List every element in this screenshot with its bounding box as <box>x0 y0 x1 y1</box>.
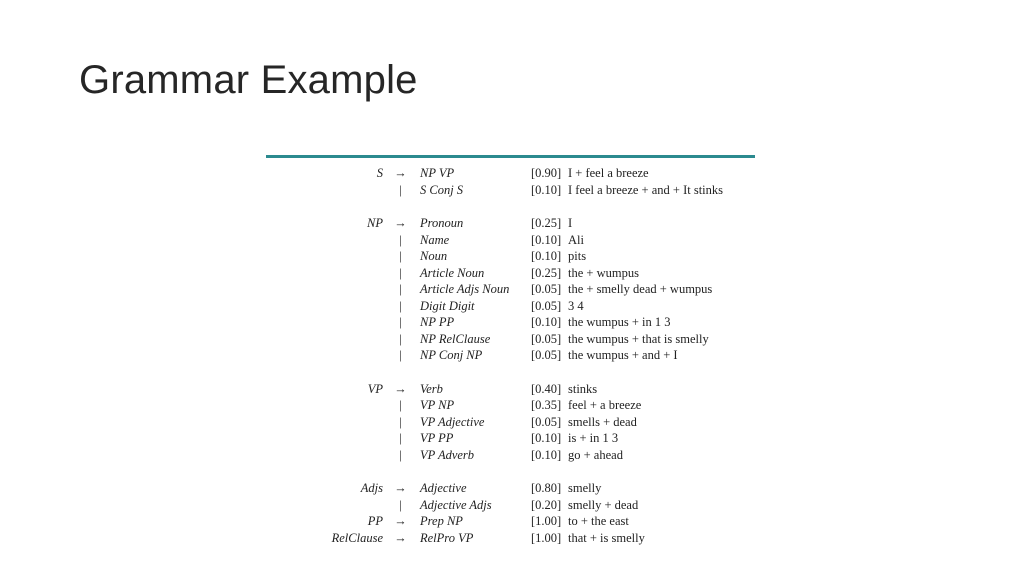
rule-rhs: VP NP <box>420 398 455 412</box>
rule-arrow: → <box>394 481 407 495</box>
rule-probability: [1.00] <box>531 514 562 528</box>
rule-rhs: Adjective <box>420 481 467 495</box>
rule-example: is + in 1 3 <box>568 431 619 445</box>
rule-example: feel + a breeze <box>568 398 642 412</box>
slide-title: Grammar Example <box>79 58 418 102</box>
grammar-rule-row <box>266 298 723 315</box>
grammar-rule-row <box>266 497 723 514</box>
group-spacer <box>266 198 723 215</box>
rule-arrow: | <box>399 315 402 329</box>
rule-lhs: RelClause <box>331 530 383 545</box>
rule-probability: [0.25] <box>531 265 562 280</box>
rule-lhs: Adjs <box>360 481 383 495</box>
grammar-rule-row <box>266 281 723 298</box>
rule-probability: [0.10] <box>531 249 562 263</box>
grammar-rule-row <box>266 331 723 348</box>
rule-lhs <box>266 331 383 348</box>
rule-lhs <box>266 281 383 298</box>
rule-example: pits <box>568 249 587 263</box>
rule-rhs: Noun <box>420 249 448 263</box>
rule-example: the wumpus + and + I <box>568 348 678 362</box>
rule-example: that + is smelly <box>568 530 645 545</box>
rule-example: the + wumpus <box>568 265 639 280</box>
rule-example: I + feel a breeze <box>568 166 649 180</box>
rule-example: go + ahead <box>568 447 623 462</box>
top-rule <box>266 155 755 158</box>
rule-probability: [0.05] <box>531 298 562 313</box>
rule-example: I feel a breeze + and + It stinks <box>568 182 724 197</box>
rule-rhs: Adjective Adjs <box>420 497 492 512</box>
grammar-rule-row <box>266 397 723 414</box>
grammar-rule-row <box>266 480 723 497</box>
group-spacer-cell <box>266 463 723 480</box>
grammar-rule-row <box>266 215 723 232</box>
rule-rhs: VP Adverb <box>420 447 475 462</box>
rule-rhs: Article Adjs Noun <box>420 282 510 296</box>
rule-arrow: | <box>399 182 402 197</box>
rule-lhs <box>266 414 383 431</box>
rule-rhs: NP VP <box>420 166 455 180</box>
rule-probability: [0.05] <box>531 348 562 362</box>
rule-arrow: | <box>399 398 402 412</box>
rule-probability: [0.10] <box>531 182 562 197</box>
rule-arrow: | <box>399 282 402 296</box>
rule-example: smelly + dead <box>568 497 639 512</box>
rule-arrow: | <box>399 249 402 263</box>
group-spacer <box>266 364 723 381</box>
rule-probability: [0.25] <box>531 216 562 230</box>
grammar-rule-row <box>266 248 723 265</box>
rule-probability: [0.35] <box>531 398 562 412</box>
rule-example: I <box>568 216 573 230</box>
rule-rhs: VP Adjective <box>420 414 485 429</box>
rule-rhs: Pronoun <box>420 216 464 230</box>
rule-example: smelly <box>568 481 602 495</box>
rule-probability: [0.10] <box>531 232 562 247</box>
rule-lhs <box>266 265 383 282</box>
rule-arrow: → <box>394 530 407 545</box>
rule-probability: [0.40] <box>531 381 562 396</box>
rule-lhs <box>266 232 383 249</box>
rule-probability: [0.80] <box>531 481 562 495</box>
grammar-rule-row <box>266 314 723 331</box>
rule-lhs: PP <box>367 514 383 528</box>
grammar-rule-row <box>266 447 723 464</box>
rule-lhs <box>266 497 383 514</box>
rule-probability: [0.05] <box>531 282 562 296</box>
rule-rhs: Verb <box>420 381 443 396</box>
rule-lhs <box>266 298 383 315</box>
grammar-rule-row <box>266 347 723 364</box>
rule-example: to + the east <box>568 514 629 528</box>
rule-probability: [1.00] <box>531 530 562 545</box>
rule-rhs: NP Conj NP <box>420 348 483 362</box>
rule-example: the + smelly dead + wumpus <box>568 282 713 296</box>
group-spacer-cell <box>266 198 723 215</box>
rule-lhs <box>266 248 383 265</box>
rule-probability: [0.10] <box>531 315 562 329</box>
grammar-rule-row <box>266 381 723 398</box>
rule-arrow: | <box>399 447 402 462</box>
rule-example: the wumpus + that is smelly <box>568 331 709 346</box>
rule-lhs <box>266 430 383 447</box>
rule-lhs <box>266 314 383 331</box>
rule-probability: [0.05] <box>531 414 562 429</box>
grammar-rules-table <box>266 165 723 546</box>
rule-arrow: | <box>399 331 402 346</box>
grammar-rule-row <box>266 530 723 547</box>
rule-rhs: Article Noun <box>420 265 485 280</box>
rule-arrow: | <box>399 265 402 280</box>
rule-probability: [0.90] <box>531 166 562 180</box>
rule-rhs: VP PP <box>420 431 454 445</box>
rule-rhs: RelPro VP <box>420 530 474 545</box>
rule-rhs: Name <box>420 232 450 247</box>
group-spacer-cell <box>266 364 723 381</box>
rule-lhs: NP <box>367 216 383 230</box>
rule-arrow: → <box>394 514 407 528</box>
rule-example: 3 4 <box>568 298 584 313</box>
grammar-rule-row <box>266 414 723 431</box>
rule-arrow: | <box>399 348 402 362</box>
rule-rhs: NP RelClause <box>420 331 491 346</box>
rule-example: smells + dead <box>568 414 637 429</box>
group-spacer <box>266 463 723 480</box>
grammar-rule-row <box>266 513 723 530</box>
grammar-rule-row <box>266 265 723 282</box>
rule-probability: [0.20] <box>531 497 562 512</box>
rule-probability: [0.10] <box>531 431 562 445</box>
rule-arrow: | <box>399 431 402 445</box>
rule-example: stinks <box>568 381 598 396</box>
rule-example: Ali <box>568 232 584 247</box>
rule-arrow: → <box>394 216 407 230</box>
rule-arrow: | <box>399 497 402 512</box>
rule-rhs: Digit Digit <box>420 298 475 313</box>
rule-arrow: | <box>399 298 402 313</box>
rule-arrow: | <box>399 414 402 429</box>
rule-lhs <box>266 182 383 199</box>
rule-lhs: S <box>376 166 383 180</box>
rule-lhs <box>266 347 383 364</box>
rule-lhs: VP <box>367 381 383 396</box>
grammar-figure <box>266 155 755 545</box>
rule-arrow: → <box>394 381 407 396</box>
rule-rhs: Prep NP <box>420 514 463 528</box>
rule-probability: [0.05] <box>531 331 562 346</box>
grammar-rule-row <box>266 430 723 447</box>
rule-example: the wumpus + in 1 3 <box>568 315 671 329</box>
grammar-rule-row <box>266 232 723 249</box>
rule-rhs: S Conj S <box>420 182 464 197</box>
rule-probability: [0.10] <box>531 447 562 462</box>
rule-lhs <box>266 447 383 464</box>
rule-rhs: NP PP <box>420 315 455 329</box>
rule-arrow: | <box>399 232 402 247</box>
rule-lhs <box>266 397 383 414</box>
rule-arrow: → <box>394 166 407 180</box>
grammar-rule-row <box>266 165 723 182</box>
grammar-rule-row <box>266 182 723 199</box>
